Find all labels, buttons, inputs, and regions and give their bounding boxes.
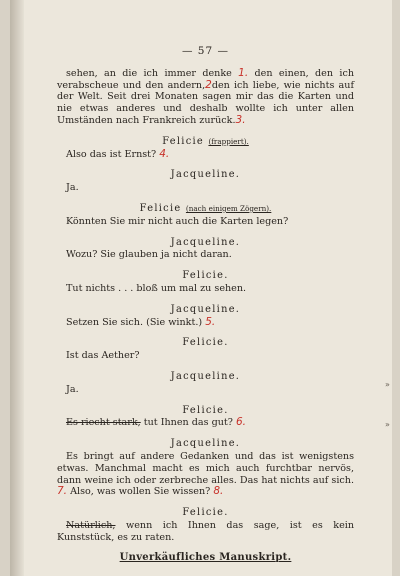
speaker-name: Jacqueline. — [170, 370, 241, 382]
speech-text: Wozu? Sie glauben ja nicht daran. — [66, 249, 232, 261]
speech-line — [57, 317, 354, 329]
stage-direction: (Sie winkt.) — [146, 316, 203, 328]
annotation-2: 2 — [205, 78, 212, 91]
annotation-3: 3. — [235, 113, 246, 126]
speaker-heading — [57, 304, 354, 316]
speech-text: Ja. — [66, 182, 79, 194]
speaker-heading — [57, 136, 354, 148]
speaker-name: Felicie. — [182, 270, 229, 282]
stage-direction: (frappiert). — [208, 136, 249, 146]
speech-text: Tut nichts . . . bloß um mal zu sehen. — [66, 282, 247, 294]
speaker-name: Felicie — [162, 135, 205, 147]
speaker-heading — [57, 438, 354, 450]
speaker-heading — [57, 337, 354, 349]
binding-gutter — [10, 0, 24, 576]
speech-line — [57, 520, 354, 544]
red-annotation: 6. — [235, 416, 247, 429]
speech-line — [57, 451, 354, 498]
page-content — [57, 46, 354, 563]
speaker-heading — [57, 270, 354, 282]
speaker-heading — [57, 371, 354, 383]
speaker-name: Felicie. — [182, 507, 229, 519]
struck-text: Es riecht stark, — [66, 417, 141, 429]
speech-text: Ist das Aether? — [66, 350, 140, 362]
speaker-name: Jacqueline. — [170, 438, 241, 450]
struck-text: Natürlich, — [66, 519, 116, 531]
annotation-1: 1. — [238, 66, 249, 79]
speaker-heading — [57, 405, 354, 417]
page-number: — 57 — — [181, 45, 230, 57]
speech-line — [57, 350, 354, 362]
speech-line — [57, 149, 354, 161]
margin-mark: » — [385, 420, 390, 429]
red-annotation: 8. — [213, 485, 224, 498]
speech-text: Könnten Sie mir nicht auch die Karten legen? — [66, 215, 289, 227]
speech-text: Also das ist Ernst? — [66, 148, 157, 160]
red-annotation: 7. — [57, 485, 68, 498]
dialogue — [57, 136, 354, 544]
speech-text: wenn ich Ihnen das sage, ist es kein Kunststück, es zu raten. — [57, 519, 354, 543]
speaker-heading — [57, 169, 354, 181]
speech-line — [57, 283, 354, 295]
speaker-name: Jacqueline. — [170, 303, 241, 315]
speech-line — [57, 249, 354, 261]
speech-line — [57, 417, 354, 429]
speaker-name: Jacqueline. — [170, 236, 241, 248]
opening-paragraph: sehen, an die ich immer denke 1. den einen, den ich verabscheue und den andern,2den ich liebe, wie nichts auf der Welt. Seit drei Monaten sagen mir das die Karten und nie etwas anderes und deshalb wollte ich unter allen Umständen nach Frankreich zurück.3. — [57, 66, 354, 126]
margin-mark: » — [385, 380, 390, 389]
manuscript-page — [10, 0, 392, 576]
speech-line — [57, 216, 354, 228]
speech-text: Ja. — [66, 383, 79, 395]
speaker-heading — [57, 507, 354, 519]
speech-line — [57, 182, 354, 194]
speech-text: Es bringt auf andere Gedanken und das ist wenigstens etwas. Manchmal macht es mich auch furchtbar nervös, dann weine ich oder zerbreche alles. Das hat nichts auf sich. — [57, 450, 354, 486]
speaker-name: Jacqueline. — [170, 169, 241, 181]
speaker-name: Felicie — [139, 202, 182, 214]
speech-text: Also, was wollen Sie wissen? — [67, 486, 211, 498]
speech-text: tut Ihnen das gut? — [140, 417, 233, 429]
speaker-heading — [57, 237, 354, 249]
red-annotation: 4. — [159, 147, 170, 160]
red-annotation: 5. — [205, 315, 216, 328]
speech-text: Setzen Sie sich. — [66, 316, 144, 328]
speaker-name: Felicie. — [182, 337, 229, 349]
speech-line — [57, 384, 354, 396]
speaker-heading — [57, 203, 354, 215]
speaker-name: Felicie. — [182, 404, 229, 416]
footer-stamp: Unverkäufliches Manuskript. — [119, 551, 292, 563]
stage-direction: (nach einigem Zögern). — [185, 203, 272, 213]
